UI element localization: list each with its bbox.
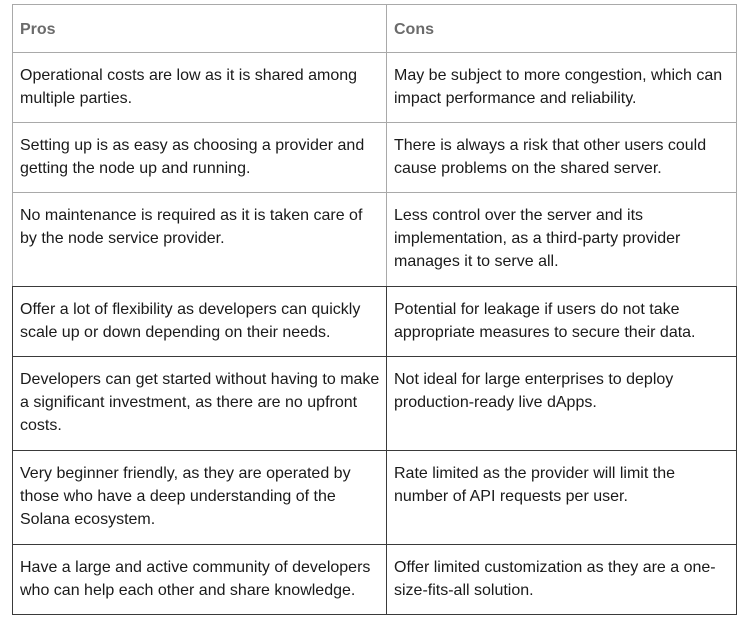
cons-cell: Rate limited as the provider will limit the number of API requests per user. bbox=[386, 450, 737, 544]
pros-cell: Developers can get started without having to make a significant investment, as there are no upfront costs. bbox=[12, 356, 386, 450]
table-header-row bbox=[12, 4, 737, 52]
table-row bbox=[12, 52, 737, 122]
table-row bbox=[12, 122, 737, 192]
header-cons: Cons bbox=[386, 4, 737, 52]
pros-cell: Operational costs are low as it is shared among multiple parties. bbox=[12, 52, 386, 122]
table-row bbox=[12, 286, 737, 356]
pros-cell: Setting up is as easy as choosing a provider and getting the node up and running. bbox=[12, 122, 386, 192]
header-pros: Pros bbox=[12, 4, 386, 52]
table-row bbox=[12, 192, 737, 286]
cons-cell: There is always a risk that other users could cause problems on the shared server. bbox=[386, 122, 737, 192]
pros-cell: Very beginner friendly, as they are operated by those who have a deep understanding of the Solana ecosystem. bbox=[12, 450, 386, 544]
cons-cell: Offer limited customization as they are a one-size-fits-all solution. bbox=[386, 544, 737, 615]
cons-cell: May be subject to more congestion, which can impact performance and reliability. bbox=[386, 52, 737, 122]
table-row bbox=[12, 356, 737, 450]
pros-cons-table bbox=[12, 4, 737, 615]
table-row bbox=[12, 450, 737, 544]
pros-cell: No maintenance is required as it is taken care of by the node service provider. bbox=[12, 192, 386, 286]
pros-cell: Offer a lot of flexibility as developers can quickly scale up or down depending on their needs. bbox=[12, 286, 386, 356]
cons-cell: Potential for leakage if users do not take appropriate measures to secure their data. bbox=[386, 286, 737, 356]
cons-cell: Less control over the server and its implementation, as a third-party provider manages it to serve all. bbox=[386, 192, 737, 286]
pros-cell: Have a large and active community of developers who can help each other and share knowledge. bbox=[12, 544, 386, 615]
table-row bbox=[12, 544, 737, 615]
cons-cell: Not ideal for large enterprises to deploy production-ready live dApps. bbox=[386, 356, 737, 450]
